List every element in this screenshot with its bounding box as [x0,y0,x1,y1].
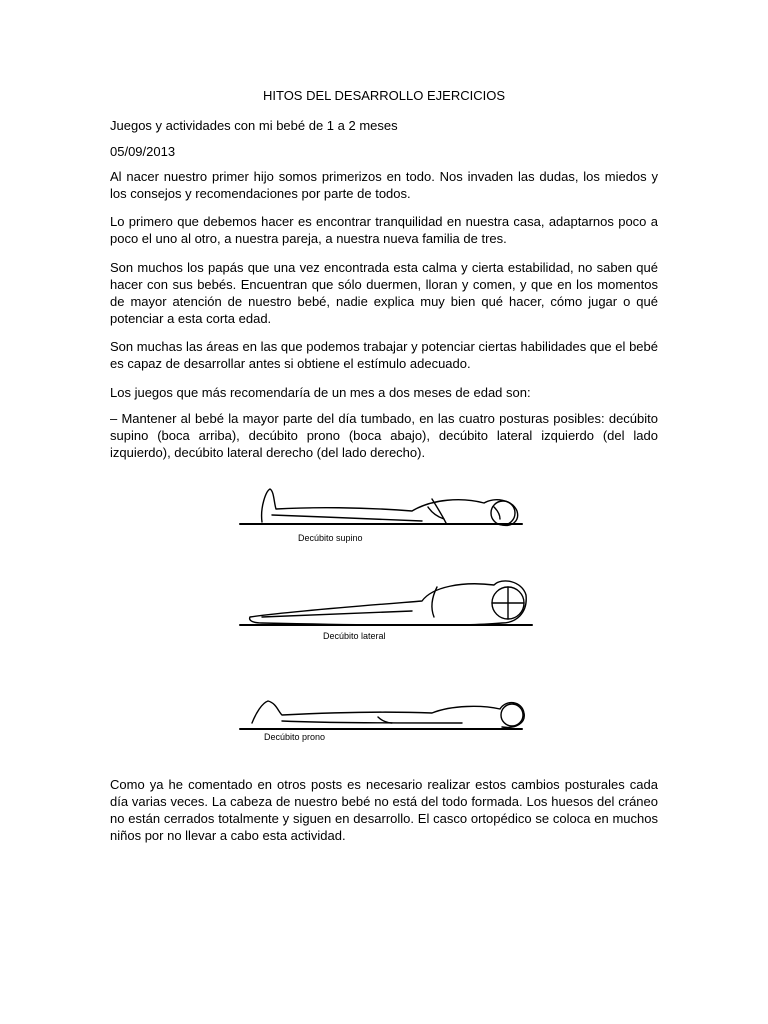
document-date: 05/09/2013 [110,144,176,159]
paragraph-parents: Son muchos los papás que una vez encontrada esta calma y cierta estabilidad, no saben qué hacer con sus bebés. Encuentran que sólo duermen, lloran y comen, y que en los momentos de mayor atención de nuestro bebé, nadie explica muy bien qué hacer, cómo jugar o qué potenciar a esta corta edad. [110,260,658,326]
document-subtitle: Juegos y actividades con mi bebé de 1 a 2 meses [110,118,398,133]
paragraph-intro: Al nacer nuestro primer hijo somos primerizos en todo. Nos invaden las dudas, los miedos y los consejos y recomendaciones por parte de todos. [110,169,658,201]
paragraph-games-intro: Los juegos que más recomendaría de un mes a dos meses de edad son: [110,385,531,400]
postures-illustration [232,477,537,742]
caption-supine: Decúbito supino [298,533,363,543]
document-title: HITOS DEL DESARROLLO EJERCICIOS [262,88,505,103]
paragraph-postures: – Mantener al bebé la mayor parte del día tumbado, en las cuatro posturas posibles: decúbito supino (boca arriba), decúbito prono (boca abajo), decúbito lateral izquierdo (del lado izquierdo), decúbito lateral derecho (del lado derecho). [110,411,658,460]
prone-figure [240,701,524,729]
caption-lateral: Decúbito lateral [323,631,386,641]
postures-drawing [232,477,537,742]
paragraph-areas: Son muchas las áreas en las que podemos trabajar y potenciar ciertas habilidades que el bebé es capaz de desarrollar antes si obtiene el estímulo adecuado. [110,339,658,371]
caption-prone: Decúbito prono [264,732,326,742]
paragraph-tranquility: Lo primero que debemos hacer es encontrar tranquilidad en nuestra casa, adaptarnos poco a poco el uno al otro, a nuestra pareja, a nuestra nueva familia de tres. [110,214,658,246]
paragraph-conclusion: Como ya he comentado en otros posts es necesario realizar estos cambios posturales cada día varias veces. La cabeza de nuestro bebé no está del todo formada. Los huesos del cráneo no están cerrados totalmente y siguen en desarrollo. El casco ortopédico se coloca en muchos niños por no llevar a cabo esta actividad. [110,777,658,843]
supine-figure [240,489,522,525]
lateral-figure [240,581,532,625]
